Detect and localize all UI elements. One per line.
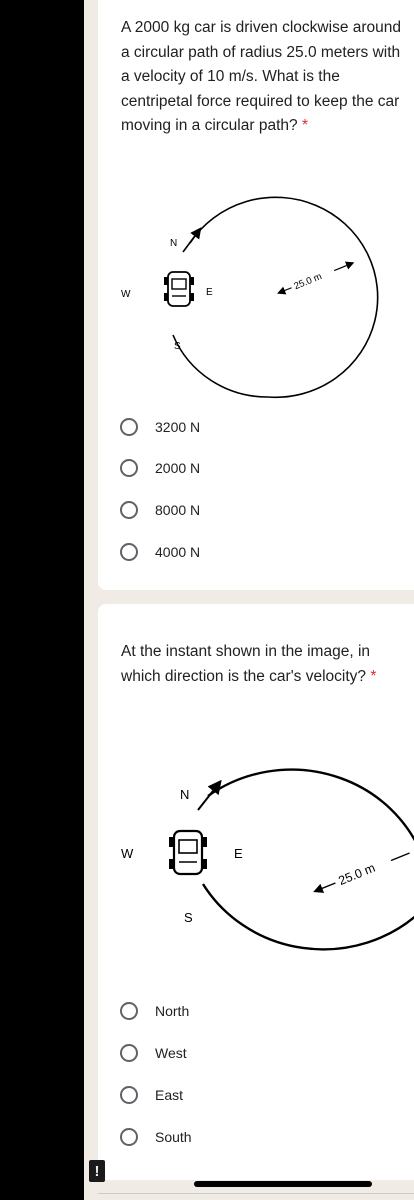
velocity-arrow: [198, 782, 220, 810]
radio-button[interactable]: [120, 1128, 138, 1146]
radio-button[interactable]: [120, 459, 138, 477]
label-east: E: [206, 287, 213, 298]
option-label: South: [155, 1129, 192, 1145]
option-label: 2000 N: [155, 460, 201, 476]
label-south: S: [174, 341, 181, 352]
option-label: 8000 N: [155, 502, 201, 518]
required-asterisk: *: [301, 117, 308, 134]
bottom-divider: [98, 1193, 414, 1194]
circular-path-figure: [98, 180, 414, 410]
question-title: A 2000 kg car is driven clockwise around a circular path of radius 25.0 meters with a velocity of 10 m/s. What is the centripetal force required to keep the car moving in a circular path?: [121, 19, 402, 134]
answer-option[interactable]: [120, 999, 189, 1023]
answer-option[interactable]: [120, 456, 200, 480]
option-label: North: [155, 1003, 190, 1019]
answer-option[interactable]: [120, 540, 200, 564]
question-card-2: [98, 604, 414, 1180]
velocity-arrow: [183, 229, 200, 252]
option-label: 4000 N: [155, 544, 201, 560]
label-north: N: [180, 787, 190, 802]
answer-option[interactable]: [120, 415, 200, 439]
radio-button[interactable]: [120, 1002, 138, 1020]
home-indicator-bar[interactable]: [194, 1181, 372, 1187]
label-south: S: [184, 910, 193, 925]
radius-label: 25.0 m: [336, 860, 378, 888]
radio-button[interactable]: [120, 1086, 138, 1104]
label-north: N: [170, 238, 178, 249]
answer-option[interactable]: [120, 1041, 187, 1065]
label-east: E: [234, 846, 243, 861]
car-icon: [169, 831, 207, 874]
label-west: W: [121, 289, 131, 300]
circular-path: [173, 197, 378, 397]
radio-button[interactable]: [120, 418, 138, 436]
circular-path-figure: [98, 714, 414, 1004]
label-west: W: [121, 846, 134, 861]
alert-icon: !: [89, 1160, 105, 1182]
radio-button[interactable]: [120, 501, 138, 519]
left-black-bar: [0, 0, 84, 1200]
radius-label: 25.0 m: [292, 271, 324, 293]
radio-button[interactable]: [120, 1044, 138, 1062]
required-asterisk: *: [370, 667, 377, 685]
option-label: West: [155, 1045, 187, 1061]
car-icon: [164, 272, 194, 306]
answer-option[interactable]: [120, 1125, 192, 1149]
question-title: At the instant shown in the image, in which direction is the car's velocity?: [121, 643, 371, 685]
answer-option[interactable]: [120, 498, 200, 522]
question-card-1: [98, 0, 414, 590]
question-text: [121, 640, 413, 689]
option-label: 3200 N: [155, 419, 201, 435]
option-label: East: [155, 1087, 184, 1103]
question-text: [121, 16, 413, 139]
radio-button[interactable]: [120, 543, 138, 561]
answer-option[interactable]: [120, 1083, 183, 1107]
